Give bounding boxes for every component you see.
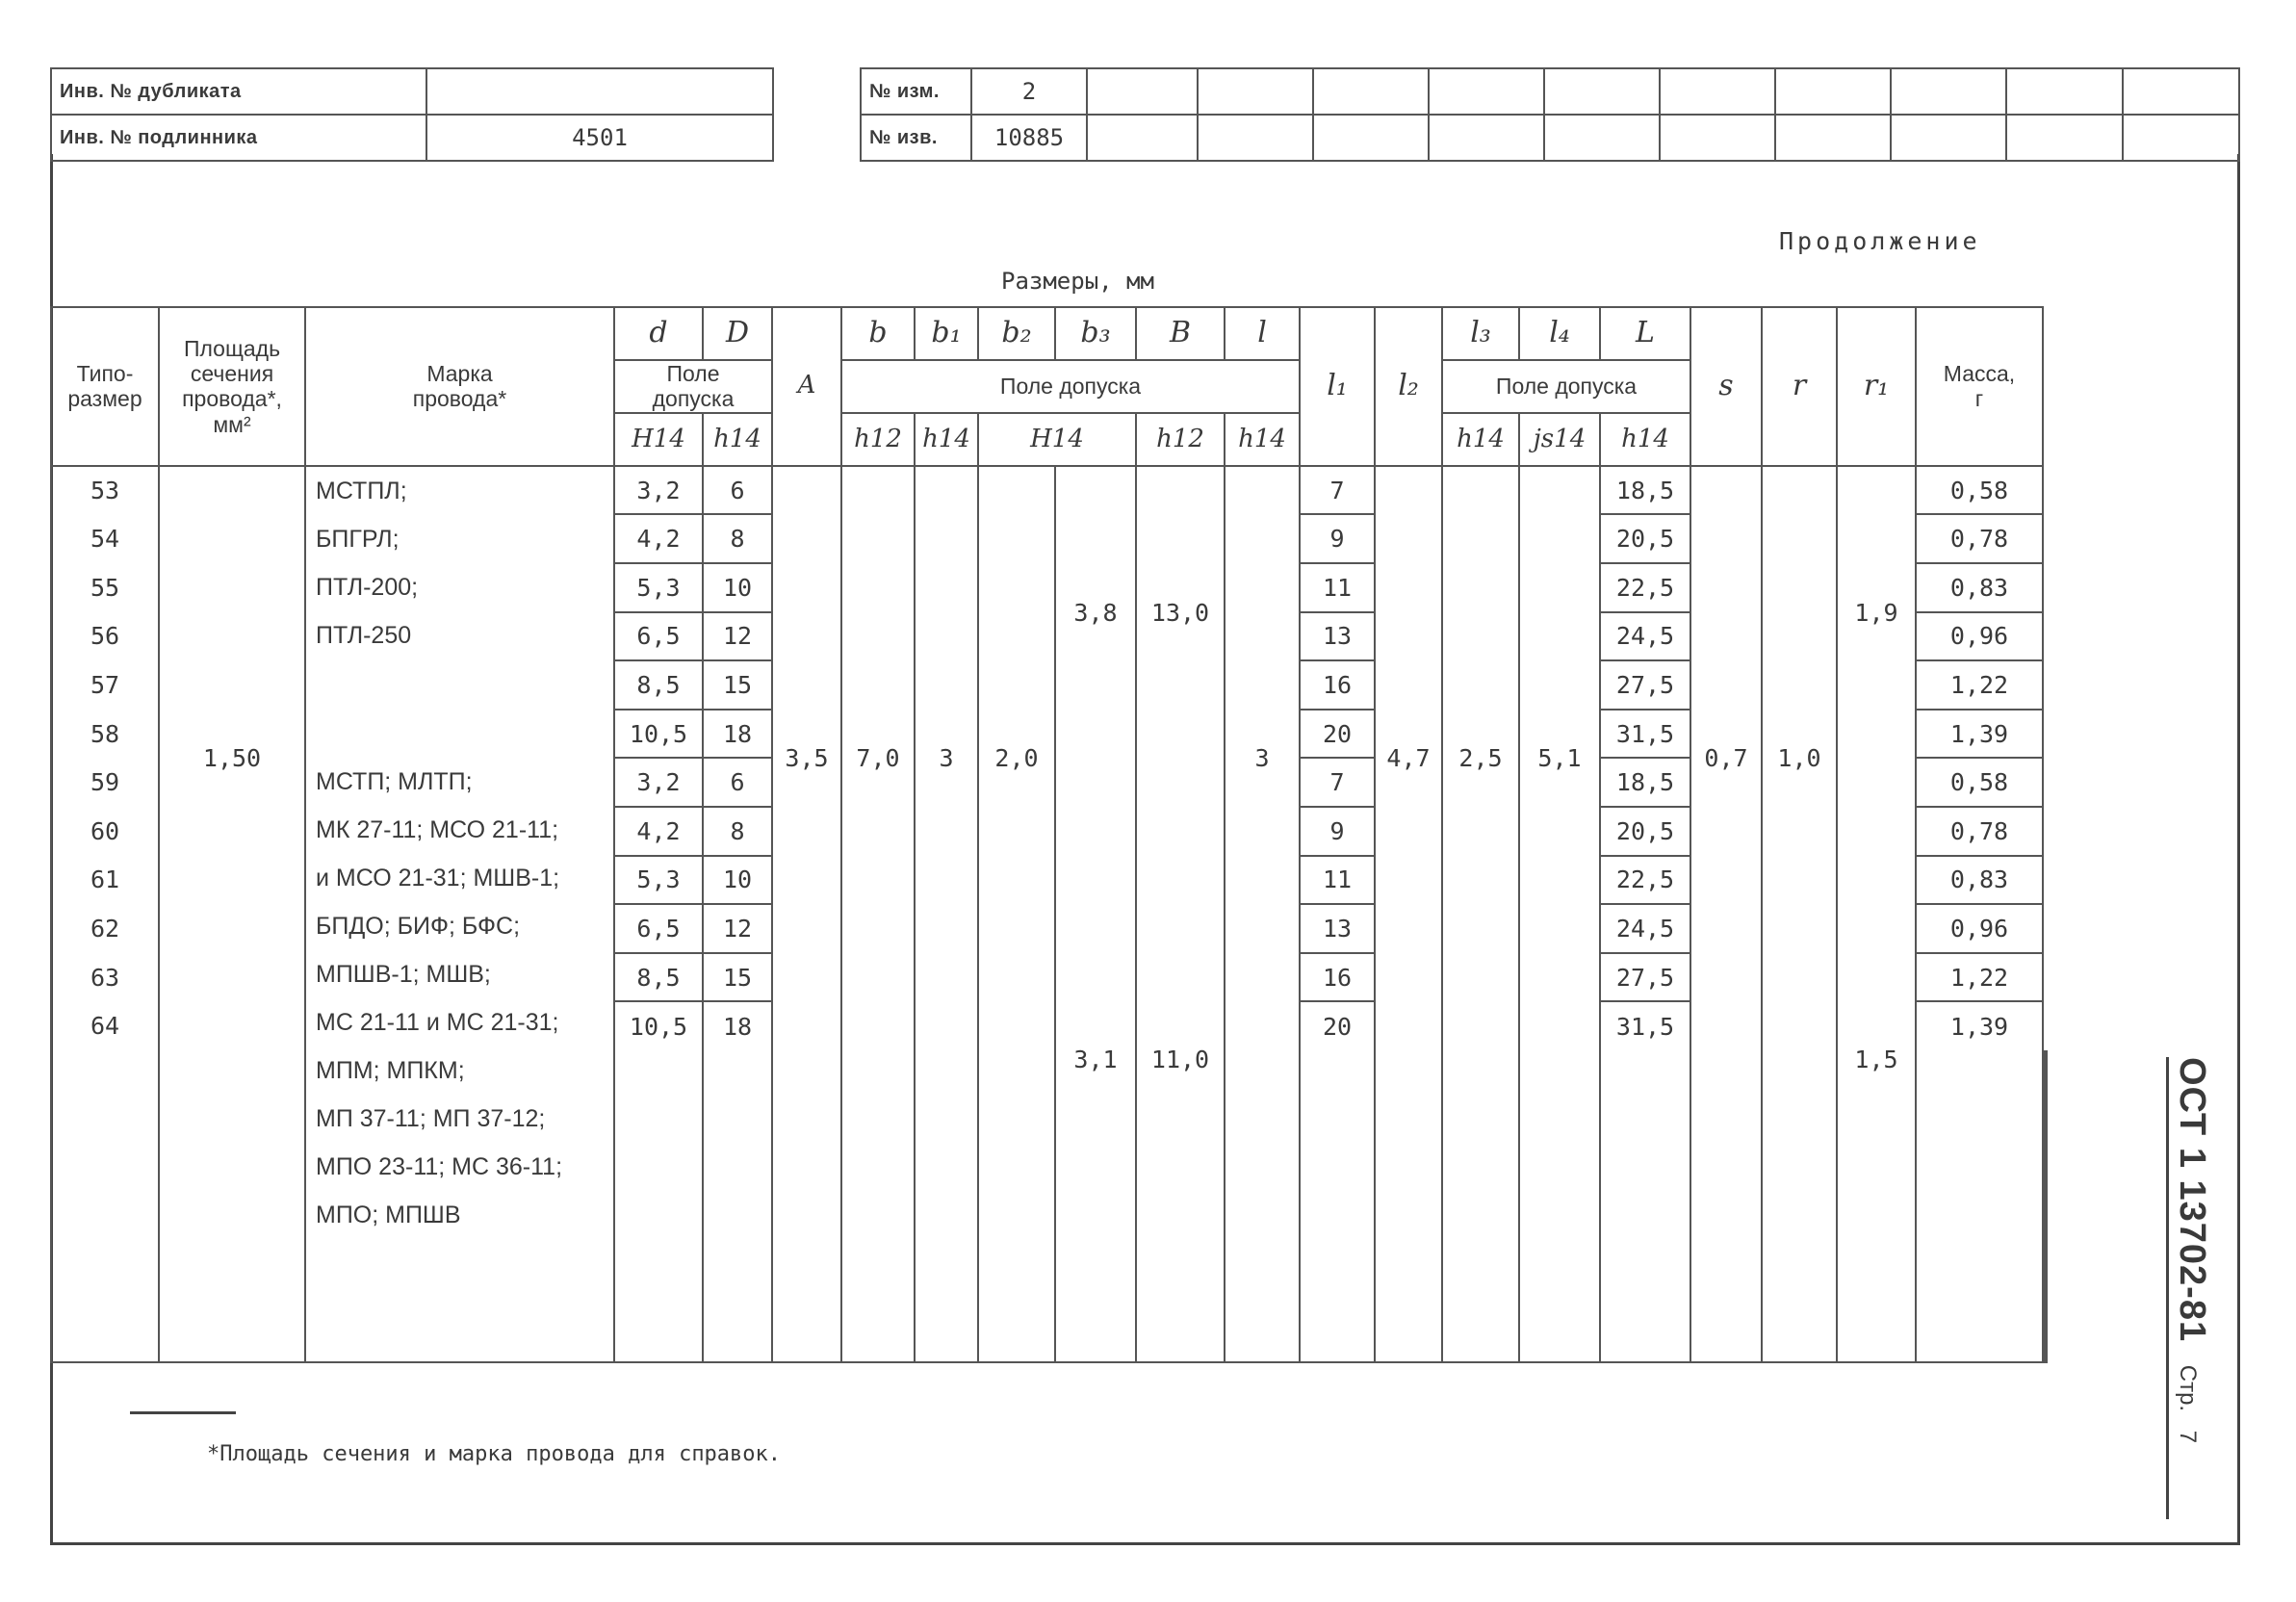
- type-cell: 59: [51, 758, 159, 807]
- mass-cell: 1,22: [1916, 660, 2043, 710]
- tol-d: H14: [614, 413, 703, 466]
- r1-cell-group-1: 1,9: [1837, 466, 1916, 759]
- type-cell: 61: [51, 856, 159, 905]
- mass-cell: 0,58: [1916, 758, 2043, 807]
- tol-B: h12: [1136, 413, 1225, 466]
- L-cell: 22,5: [1600, 856, 1690, 905]
- tolerance-field-l: Поле допуска: [1442, 360, 1690, 414]
- d-cell: 10,5: [614, 710, 703, 759]
- brand-line: МСТПЛ;: [316, 477, 407, 504]
- l1-cell: 7: [1300, 466, 1375, 515]
- footnote-text: *Площадь сечения и марка провода для справок.: [207, 1442, 782, 1466]
- s-cell: 0,7: [1690, 466, 1762, 1050]
- type-cell: 53: [51, 466, 159, 515]
- D-cell: 18: [703, 710, 772, 759]
- d-cell: 5,3: [614, 856, 703, 905]
- dimensions-table: [50, 306, 2048, 1363]
- continuation-label: Продолжение: [1779, 227, 1981, 255]
- D-cell: 8: [703, 807, 772, 856]
- L-cell: 31,5: [1600, 1001, 1690, 1050]
- l1-cell: 20: [1300, 1001, 1375, 1050]
- tol-b: h12: [841, 413, 915, 466]
- D-cell: 10: [703, 856, 772, 905]
- l1-cell: 11: [1300, 563, 1375, 612]
- tol-l: h14: [1225, 413, 1300, 466]
- mass-cell: 0,96: [1916, 612, 2043, 661]
- tol-l3: h14: [1442, 413, 1519, 466]
- col-header-b: b: [841, 307, 915, 360]
- b1-cell: 3: [915, 466, 978, 1050]
- brand-line: и МСО 21-31; МШВ-1;: [316, 865, 560, 892]
- duplicate-inv-value: [426, 68, 773, 115]
- L-cell: 22,5: [1600, 563, 1690, 612]
- col-header-b2: b₂: [978, 307, 1055, 360]
- L-cell: 24,5: [1600, 612, 1690, 661]
- mass-cell: 1,22: [1916, 953, 2043, 1002]
- col-header-L: L: [1600, 307, 1690, 360]
- l1-cell: 7: [1300, 758, 1375, 807]
- d-cell: 10,5: [614, 1001, 703, 1050]
- l1-cell: 11: [1300, 856, 1375, 905]
- col-header-d: d: [614, 307, 703, 360]
- type-cell: 57: [51, 660, 159, 710]
- L-cell: 20,5: [1600, 807, 1690, 856]
- col-header-area: Площадь сечения провода*, мм²: [159, 307, 305, 466]
- b3-cell-group-2: 3,1: [1055, 758, 1136, 1362]
- notice-no-label: № изв.: [861, 115, 971, 161]
- L-cell: 24,5: [1600, 904, 1690, 953]
- mass-cell: 0,78: [1916, 514, 2043, 563]
- mass-cell: 0,83: [1916, 563, 2043, 612]
- tol-b1: h14: [915, 413, 978, 466]
- B-cell-group-1: 13,0: [1136, 466, 1225, 759]
- change-no-value: 2: [971, 68, 1087, 115]
- brand-line: БПГРЛ;: [316, 525, 400, 553]
- d-cell: 8,5: [614, 953, 703, 1002]
- brand-line: МПШВ-1; МШВ;: [316, 961, 491, 989]
- mass-cell: 0,58: [1916, 466, 2043, 515]
- col-header-D: D: [703, 307, 772, 360]
- side-stamp: [2172, 1057, 2212, 1510]
- l1-cell: 16: [1300, 953, 1375, 1002]
- type-cell: 58: [51, 710, 159, 759]
- l1-cell: 13: [1300, 612, 1375, 661]
- A-cell: 3,5: [772, 466, 841, 1050]
- D-cell: 8: [703, 514, 772, 563]
- D-cell: 15: [703, 953, 772, 1002]
- type-cell: 62: [51, 904, 159, 953]
- D-cell: 12: [703, 612, 772, 661]
- brand-line: МПМ; МПКМ;: [316, 1057, 465, 1085]
- col-header-l2: l₂: [1375, 307, 1442, 466]
- mass-cell: 1,39: [1916, 710, 2043, 759]
- L-cell: 20,5: [1600, 514, 1690, 563]
- change-no-label: № изм.: [861, 68, 971, 115]
- type-cell: 63: [51, 953, 159, 1002]
- L-cell: 27,5: [1600, 953, 1690, 1002]
- D-cell: 18: [703, 1001, 772, 1050]
- brand-group-1: [305, 466, 614, 759]
- col-header-l4: l₄: [1519, 307, 1600, 360]
- col-header-l: l: [1225, 307, 1300, 360]
- col-header-l1: l₁: [1300, 307, 1375, 466]
- brand-line: МП 37-11; МП 37-12;: [316, 1105, 546, 1133]
- brand-line: ПТЛ-200;: [316, 573, 419, 601]
- D-cell: 10: [703, 563, 772, 612]
- l1-cell: 13: [1300, 904, 1375, 953]
- tol-D: h14: [703, 413, 772, 466]
- type-cell: 60: [51, 807, 159, 856]
- col-header-r1: r₁: [1837, 307, 1916, 466]
- L-cell: 31,5: [1600, 710, 1690, 759]
- tolerance-field-dD: Поле допуска: [614, 360, 772, 414]
- mass-cell: 1,39: [1916, 1001, 2043, 1050]
- col-header-type: Типо- размер: [51, 307, 159, 466]
- dimensions-caption: Размеры, мм: [1001, 268, 1154, 295]
- tol-b2-b3: H14: [978, 413, 1136, 466]
- brand-group-2: [305, 758, 614, 1362]
- L-cell: 27,5: [1600, 660, 1690, 710]
- l3-cell: 2,5: [1442, 466, 1519, 1050]
- col-header-brand: Марка провода*: [305, 307, 614, 466]
- tol-L: h14: [1600, 413, 1690, 466]
- col-header-b1: b₁: [915, 307, 978, 360]
- brand-line: МПО; МПШВ: [316, 1202, 461, 1229]
- b2-cell: 2,0: [978, 466, 1055, 1050]
- footnote-rule: [130, 1411, 236, 1414]
- brand-line: МСТП; МЛТП;: [316, 768, 473, 796]
- tolerance-field-b: Поле допуска: [841, 360, 1300, 414]
- page-label: Стр.: [2175, 1364, 2201, 1412]
- area-cell: 1,50: [159, 466, 305, 1050]
- b3-cell-group-1: 3,8: [1055, 466, 1136, 759]
- r1-cell-group-2: 1,5: [1837, 758, 1916, 1362]
- r-cell: 1,0: [1762, 466, 1837, 1050]
- type-cell: 55: [51, 563, 159, 612]
- col-header-B: B: [1136, 307, 1225, 360]
- l1-cell: 16: [1300, 660, 1375, 710]
- d-cell: 8,5: [614, 660, 703, 710]
- col-header-r: r: [1762, 307, 1837, 466]
- d-cell: 6,5: [614, 904, 703, 953]
- l-cell: 3: [1225, 466, 1300, 1050]
- d-cell: 6,5: [614, 612, 703, 661]
- b-cell: 7,0: [841, 466, 915, 1050]
- col-header-s: s: [1690, 307, 1762, 466]
- type-cell: 54: [51, 514, 159, 563]
- col-header-b3: b₃: [1055, 307, 1136, 360]
- l2-cell: 4,7: [1375, 466, 1442, 1050]
- tol-l4: js14: [1519, 413, 1600, 466]
- d-cell: 4,2: [614, 807, 703, 856]
- L-cell: 18,5: [1600, 466, 1690, 515]
- B-cell-group-2: 11,0: [1136, 758, 1225, 1362]
- brand-line: МС 21-11 и МС 21-31;: [316, 1009, 559, 1037]
- D-cell: 15: [703, 660, 772, 710]
- original-inv-label: Инв. № подлинника: [51, 115, 426, 161]
- brand-line: МК 27-11; МСО 21-11;: [316, 816, 559, 844]
- D-cell: 6: [703, 758, 772, 807]
- l1-cell: 9: [1300, 514, 1375, 563]
- notice-no-value: 10885: [971, 115, 1087, 161]
- D-cell: 12: [703, 904, 772, 953]
- inventory-stamp: [50, 67, 774, 162]
- table-row: [51, 466, 2047, 515]
- duplicate-inv-label: Инв. № дубликата: [51, 68, 426, 115]
- type-cell: 64: [51, 1001, 159, 1050]
- col-header-A: A: [772, 307, 841, 466]
- d-cell: 4,2: [614, 514, 703, 563]
- l4-cell: 5,1: [1519, 466, 1600, 1050]
- brand-line: МПО 23-11; МС 36-11;: [316, 1153, 563, 1181]
- side-stamp-rule: [2166, 1057, 2169, 1519]
- col-header-l3: l₃: [1442, 307, 1519, 360]
- brand-line: БПДО; БИФ; БФС;: [316, 913, 521, 941]
- col-header-mass: Масса, г: [1916, 307, 2043, 466]
- l1-cell: 9: [1300, 807, 1375, 856]
- original-inv-value: 4501: [426, 115, 773, 161]
- D-cell: 6: [703, 466, 772, 515]
- mass-cell: 0,96: [1916, 904, 2043, 953]
- d-cell: 3,2: [614, 466, 703, 515]
- l1-cell: 20: [1300, 710, 1375, 759]
- mass-cell: 0,78: [1916, 807, 2043, 856]
- mass-cell: 0,83: [1916, 856, 2043, 905]
- standard-number: ОСТ 1 13702-81: [2172, 1057, 2212, 1343]
- type-cell: 56: [51, 612, 159, 661]
- brand-line: ПТЛ-250: [316, 621, 412, 649]
- L-cell: 18,5: [1600, 758, 1690, 807]
- d-cell: 5,3: [614, 563, 703, 612]
- page-number: 7: [2175, 1430, 2201, 1444]
- change-stamp: [860, 67, 2240, 162]
- d-cell: 3,2: [614, 758, 703, 807]
